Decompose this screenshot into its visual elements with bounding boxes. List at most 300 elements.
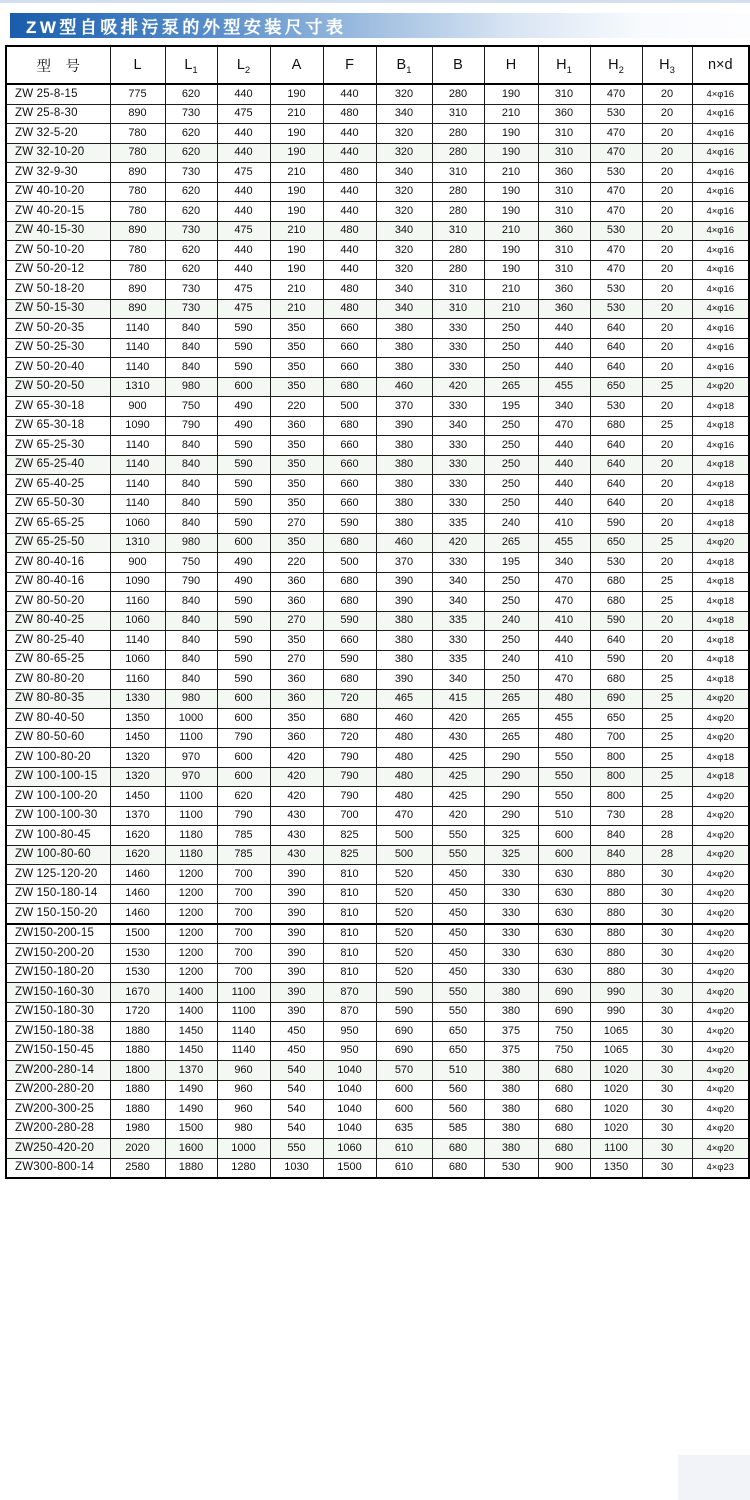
- model-cell: ZW 100-80-20: [6, 748, 110, 768]
- value-cell: 1100: [590, 1139, 642, 1159]
- value-cell: 1460: [110, 884, 165, 904]
- value-cell: 1140: [217, 1022, 270, 1042]
- value-cell: 620: [165, 202, 217, 222]
- value-cell: 980: [165, 533, 217, 553]
- value-cell: 4×φ20: [692, 1119, 749, 1139]
- value-cell: 530: [590, 221, 642, 241]
- value-cell: 20: [642, 494, 692, 514]
- value-cell: 450: [432, 865, 484, 885]
- column-header: 型 号: [6, 46, 110, 84]
- value-cell: 840: [165, 319, 217, 339]
- value-cell: 640: [590, 631, 642, 651]
- value-cell: 1180: [165, 845, 217, 865]
- model-cell: ZW 50-20-35: [6, 319, 110, 339]
- value-cell: 310: [432, 221, 484, 241]
- value-cell: 30: [642, 1061, 692, 1081]
- value-cell: 390: [270, 963, 323, 983]
- table-row: [6, 924, 749, 944]
- value-cell: 310: [538, 260, 590, 280]
- value-cell: 440: [323, 124, 376, 144]
- model-cell: ZW 80-65-25: [6, 650, 110, 670]
- value-cell: 800: [590, 767, 642, 787]
- table-section-2: [6, 924, 749, 1179]
- value-cell: 320: [376, 84, 432, 104]
- table-row: [6, 260, 749, 280]
- value-cell: 680: [323, 592, 376, 612]
- value-cell: 560: [432, 1080, 484, 1100]
- value-cell: 20: [642, 436, 692, 456]
- value-cell: 600: [538, 826, 590, 846]
- value-cell: 430: [270, 806, 323, 826]
- value-cell: 730: [165, 104, 217, 124]
- value-cell: 1090: [110, 572, 165, 592]
- model-cell: ZW150-180-30: [6, 1002, 110, 1022]
- value-cell: 880: [590, 963, 642, 983]
- value-cell: 650: [432, 1041, 484, 1061]
- value-cell: 20: [642, 163, 692, 183]
- value-cell: 890: [110, 280, 165, 300]
- value-cell: 750: [538, 1022, 590, 1042]
- value-cell: 620: [165, 260, 217, 280]
- value-cell: 4×φ23: [692, 1158, 749, 1178]
- value-cell: 310: [432, 163, 484, 183]
- value-cell: 1140: [110, 338, 165, 358]
- value-cell: 455: [538, 377, 590, 397]
- value-cell: 340: [376, 299, 432, 319]
- value-cell: 190: [484, 143, 538, 163]
- value-cell: 440: [323, 241, 376, 261]
- value-cell: 470: [538, 572, 590, 592]
- value-cell: 600: [217, 533, 270, 553]
- value-cell: 210: [484, 280, 538, 300]
- value-cell: 530: [590, 163, 642, 183]
- value-cell: 470: [590, 124, 642, 144]
- value-cell: 20: [642, 338, 692, 358]
- value-cell: 390: [270, 904, 323, 924]
- value-cell: 1670: [110, 983, 165, 1003]
- table-row: [6, 1139, 749, 1159]
- value-cell: 4×φ18: [692, 572, 749, 592]
- value-cell: 190: [270, 143, 323, 163]
- value-cell: 530: [590, 280, 642, 300]
- value-cell: 840: [165, 592, 217, 612]
- value-cell: 810: [323, 944, 376, 964]
- value-cell: 440: [323, 202, 376, 222]
- value-cell: 4×φ16: [692, 358, 749, 378]
- table-row: [6, 631, 749, 651]
- value-cell: 1160: [110, 592, 165, 612]
- value-cell: 840: [165, 650, 217, 670]
- value-cell: 20: [642, 631, 692, 651]
- value-cell: 590: [217, 475, 270, 495]
- value-cell: 1065: [590, 1022, 642, 1042]
- value-cell: 1310: [110, 377, 165, 397]
- table-row: [6, 104, 749, 124]
- model-cell: ZW250-420-20: [6, 1139, 110, 1159]
- table-row: [6, 845, 749, 865]
- value-cell: 4×φ20: [692, 983, 749, 1003]
- value-cell: 790: [165, 572, 217, 592]
- value-cell: 785: [217, 845, 270, 865]
- value-cell: 4×φ20: [692, 924, 749, 944]
- model-cell: ZW 65-65-25: [6, 514, 110, 534]
- model-cell: ZW150-200-20: [6, 944, 110, 964]
- value-cell: 680: [323, 533, 376, 553]
- value-cell: 380: [376, 319, 432, 339]
- value-cell: 790: [323, 767, 376, 787]
- value-cell: 1040: [323, 1061, 376, 1081]
- model-cell: ZW 80-25-40: [6, 631, 110, 651]
- value-cell: 25: [642, 728, 692, 748]
- value-cell: 550: [432, 826, 484, 846]
- model-cell: ZW 100-80-45: [6, 826, 110, 846]
- value-cell: 380: [376, 514, 432, 534]
- value-cell: 30: [642, 1100, 692, 1120]
- value-cell: 1100: [165, 787, 217, 807]
- value-cell: 4×φ16: [692, 163, 749, 183]
- value-cell: 1350: [590, 1158, 642, 1178]
- value-cell: 20: [642, 202, 692, 222]
- value-cell: 350: [270, 338, 323, 358]
- value-cell: 590: [590, 611, 642, 631]
- value-cell: 590: [590, 514, 642, 534]
- value-cell: 425: [432, 767, 484, 787]
- value-cell: 980: [165, 689, 217, 709]
- table-row: [6, 983, 749, 1003]
- value-cell: 960: [217, 1061, 270, 1081]
- table-row: [6, 397, 749, 417]
- value-cell: 650: [590, 377, 642, 397]
- value-cell: 680: [538, 1139, 590, 1159]
- value-cell: 480: [376, 748, 432, 768]
- value-cell: 390: [376, 592, 432, 612]
- value-cell: 210: [484, 221, 538, 241]
- value-cell: 680: [538, 1080, 590, 1100]
- value-cell: 630: [538, 904, 590, 924]
- value-cell: 750: [165, 553, 217, 573]
- value-cell: 390: [270, 884, 323, 904]
- value-cell: 390: [376, 670, 432, 690]
- value-cell: 330: [432, 338, 484, 358]
- value-cell: 340: [432, 670, 484, 690]
- value-cell: 455: [538, 533, 590, 553]
- model-cell: ZW 150-150-20: [6, 904, 110, 924]
- model-cell: ZW 100-80-60: [6, 845, 110, 865]
- value-cell: 330: [432, 358, 484, 378]
- value-cell: 455: [538, 709, 590, 729]
- value-cell: 1880: [110, 1080, 165, 1100]
- value-cell: 310: [432, 280, 484, 300]
- dimension-table: [5, 45, 750, 1179]
- value-cell: 890: [110, 104, 165, 124]
- value-cell: 600: [217, 377, 270, 397]
- model-cell: ZW 80-40-16: [6, 553, 110, 573]
- model-cell: ZW 40-10-20: [6, 182, 110, 202]
- value-cell: 530: [484, 1158, 538, 1178]
- value-cell: 330: [432, 455, 484, 475]
- value-cell: 250: [484, 455, 538, 475]
- model-cell: ZW 65-25-30: [6, 436, 110, 456]
- model-cell: ZW 65-25-50: [6, 533, 110, 553]
- value-cell: 790: [323, 748, 376, 768]
- table-row: [6, 1158, 749, 1178]
- model-cell: ZW200-280-28: [6, 1119, 110, 1139]
- value-cell: 350: [270, 455, 323, 475]
- value-cell: 700: [217, 884, 270, 904]
- model-cell: ZW 80-80-35: [6, 689, 110, 709]
- value-cell: 420: [432, 533, 484, 553]
- value-cell: 1620: [110, 826, 165, 846]
- model-cell: ZW 65-40-25: [6, 475, 110, 495]
- value-cell: 25: [642, 533, 692, 553]
- value-cell: 450: [432, 904, 484, 924]
- value-cell: 1720: [110, 1002, 165, 1022]
- value-cell: 370: [376, 397, 432, 417]
- value-cell: 430: [270, 826, 323, 846]
- value-cell: 780: [110, 124, 165, 144]
- model-cell: ZW 25-8-15: [6, 84, 110, 104]
- value-cell: 4×φ20: [692, 904, 749, 924]
- value-cell: 690: [376, 1041, 432, 1061]
- value-cell: 350: [270, 533, 323, 553]
- value-cell: 620: [217, 787, 270, 807]
- value-cell: 4×φ20: [692, 377, 749, 397]
- value-cell: 550: [538, 748, 590, 768]
- model-cell: ZW 100-100-20: [6, 787, 110, 807]
- value-cell: 330: [484, 904, 538, 924]
- value-cell: 1180: [165, 826, 217, 846]
- value-cell: 310: [538, 84, 590, 104]
- value-cell: 680: [538, 1061, 590, 1081]
- value-cell: 1040: [323, 1119, 376, 1139]
- value-cell: 730: [165, 163, 217, 183]
- value-cell: 590: [217, 650, 270, 670]
- table-row: [6, 1119, 749, 1139]
- value-cell: 390: [270, 944, 323, 964]
- value-cell: 840: [165, 670, 217, 690]
- value-cell: 335: [432, 650, 484, 670]
- value-cell: 680: [432, 1158, 484, 1178]
- value-cell: 490: [217, 572, 270, 592]
- value-cell: 680: [538, 1119, 590, 1139]
- value-cell: 1140: [110, 358, 165, 378]
- value-cell: 700: [217, 944, 270, 964]
- value-cell: 250: [484, 358, 538, 378]
- value-cell: 520: [376, 944, 432, 964]
- value-cell: 20: [642, 475, 692, 495]
- value-cell: 470: [538, 416, 590, 436]
- value-cell: 540: [270, 1080, 323, 1100]
- value-cell: 620: [165, 182, 217, 202]
- value-cell: 360: [270, 416, 323, 436]
- value-cell: 440: [217, 143, 270, 163]
- value-cell: 1600: [165, 1139, 217, 1159]
- model-cell: ZW 100-100-15: [6, 767, 110, 787]
- value-cell: 730: [165, 280, 217, 300]
- value-cell: 1020: [590, 1100, 642, 1120]
- table-row: [6, 143, 749, 163]
- table-row: [6, 1061, 749, 1081]
- model-cell: ZW 80-50-60: [6, 728, 110, 748]
- table-row: [6, 884, 749, 904]
- table-row: [6, 494, 749, 514]
- table-row: [6, 709, 749, 729]
- model-cell: ZW 50-18-20: [6, 280, 110, 300]
- value-cell: 660: [323, 358, 376, 378]
- value-cell: 730: [165, 221, 217, 241]
- value-cell: 190: [270, 84, 323, 104]
- value-cell: 480: [376, 728, 432, 748]
- value-cell: 720: [323, 689, 376, 709]
- table-row: [6, 944, 749, 964]
- value-cell: 195: [484, 553, 538, 573]
- value-cell: 520: [376, 924, 432, 944]
- model-cell: ZW 80-40-50: [6, 709, 110, 729]
- value-cell: 30: [642, 904, 692, 924]
- value-cell: 440: [217, 182, 270, 202]
- value-cell: 190: [270, 124, 323, 144]
- value-cell: 290: [484, 787, 538, 807]
- value-cell: 460: [376, 533, 432, 553]
- value-cell: 190: [270, 182, 323, 202]
- value-cell: 1880: [110, 1041, 165, 1061]
- value-cell: 1200: [165, 944, 217, 964]
- value-cell: 510: [432, 1061, 484, 1081]
- value-cell: 4×φ18: [692, 416, 749, 436]
- value-cell: 265: [484, 709, 538, 729]
- value-cell: 350: [270, 475, 323, 495]
- table-row: [6, 963, 749, 983]
- value-cell: 4×φ16: [692, 241, 749, 261]
- value-cell: 840: [165, 631, 217, 651]
- value-cell: 1090: [110, 416, 165, 436]
- value-cell: 780: [110, 260, 165, 280]
- value-cell: 825: [323, 826, 376, 846]
- column-header: A: [270, 46, 323, 84]
- table-header: [6, 46, 749, 84]
- value-cell: 800: [590, 787, 642, 807]
- value-cell: 960: [217, 1080, 270, 1100]
- value-cell: 480: [323, 299, 376, 319]
- model-cell: ZW 65-50-30: [6, 494, 110, 514]
- value-cell: 440: [538, 494, 590, 514]
- value-cell: 480: [323, 280, 376, 300]
- value-cell: 440: [323, 84, 376, 104]
- value-cell: 1140: [110, 436, 165, 456]
- value-cell: 190: [484, 124, 538, 144]
- value-cell: 1200: [165, 924, 217, 944]
- table-row: [6, 650, 749, 670]
- value-cell: 520: [376, 865, 432, 885]
- value-cell: 20: [642, 319, 692, 339]
- value-cell: 1310: [110, 533, 165, 553]
- model-cell: ZW 50-20-50: [6, 377, 110, 397]
- value-cell: 680: [590, 670, 642, 690]
- value-cell: 1370: [110, 806, 165, 826]
- value-cell: 1160: [110, 670, 165, 690]
- value-cell: 540: [270, 1119, 323, 1139]
- value-cell: 550: [432, 1002, 484, 1022]
- table-row: [6, 1041, 749, 1061]
- column-header: $H_1$: [538, 46, 590, 84]
- value-cell: 4×φ20: [692, 1080, 749, 1100]
- value-cell: 20: [642, 221, 692, 241]
- value-cell: 360: [538, 280, 590, 300]
- value-cell: 2020: [110, 1139, 165, 1159]
- table-row: [6, 1100, 749, 1120]
- model-cell: ZW300-800-14: [6, 1158, 110, 1178]
- value-cell: 325: [484, 845, 538, 865]
- column-header: $B_1$: [376, 46, 432, 84]
- value-cell: 640: [590, 475, 642, 495]
- table-row: [6, 436, 749, 456]
- value-cell: 490: [217, 416, 270, 436]
- value-cell: 28: [642, 845, 692, 865]
- value-cell: 330: [432, 436, 484, 456]
- value-cell: 380: [376, 455, 432, 475]
- model-cell: ZW 50-20-12: [6, 260, 110, 280]
- table-row: [6, 1002, 749, 1022]
- value-cell: 700: [217, 924, 270, 944]
- value-cell: 380: [484, 1139, 538, 1159]
- value-cell: 340: [376, 221, 432, 241]
- value-cell: 660: [323, 475, 376, 495]
- value-cell: 470: [590, 260, 642, 280]
- value-cell: 330: [432, 553, 484, 573]
- model-cell: ZW 32-10-20: [6, 143, 110, 163]
- value-cell: 270: [270, 611, 323, 631]
- value-cell: 810: [323, 904, 376, 924]
- value-cell: 1500: [110, 924, 165, 944]
- column-header: $H_3$: [642, 46, 692, 84]
- value-cell: 250: [484, 592, 538, 612]
- table-row: [6, 455, 749, 475]
- value-cell: 335: [432, 611, 484, 631]
- table-row: [6, 319, 749, 339]
- value-cell: 590: [217, 494, 270, 514]
- value-cell: 330: [432, 475, 484, 495]
- value-cell: 590: [217, 358, 270, 378]
- value-cell: 4×φ16: [692, 104, 749, 124]
- value-cell: 20: [642, 358, 692, 378]
- value-cell: 4×φ16: [692, 436, 749, 456]
- value-cell: 450: [432, 944, 484, 964]
- table-row: [6, 163, 749, 183]
- value-cell: 990: [590, 1002, 642, 1022]
- value-cell: 420: [432, 377, 484, 397]
- value-cell: 730: [590, 806, 642, 826]
- value-cell: 660: [323, 436, 376, 456]
- value-cell: 450: [432, 924, 484, 944]
- table-row: [6, 1022, 749, 1042]
- value-cell: 640: [590, 358, 642, 378]
- value-cell: 20: [642, 104, 692, 124]
- value-cell: 210: [270, 104, 323, 124]
- value-cell: 440: [538, 338, 590, 358]
- table-row: [6, 670, 749, 690]
- model-cell: ZW 50-15-30: [6, 299, 110, 319]
- model-cell: ZW150-150-45: [6, 1041, 110, 1061]
- value-cell: 440: [323, 182, 376, 202]
- value-cell: 25: [642, 767, 692, 787]
- value-cell: 880: [590, 904, 642, 924]
- value-cell: 20: [642, 241, 692, 261]
- value-cell: 4×φ16: [692, 124, 749, 144]
- value-cell: 550: [538, 787, 590, 807]
- value-cell: 380: [484, 1080, 538, 1100]
- value-cell: 570: [376, 1061, 432, 1081]
- value-cell: 190: [484, 241, 538, 261]
